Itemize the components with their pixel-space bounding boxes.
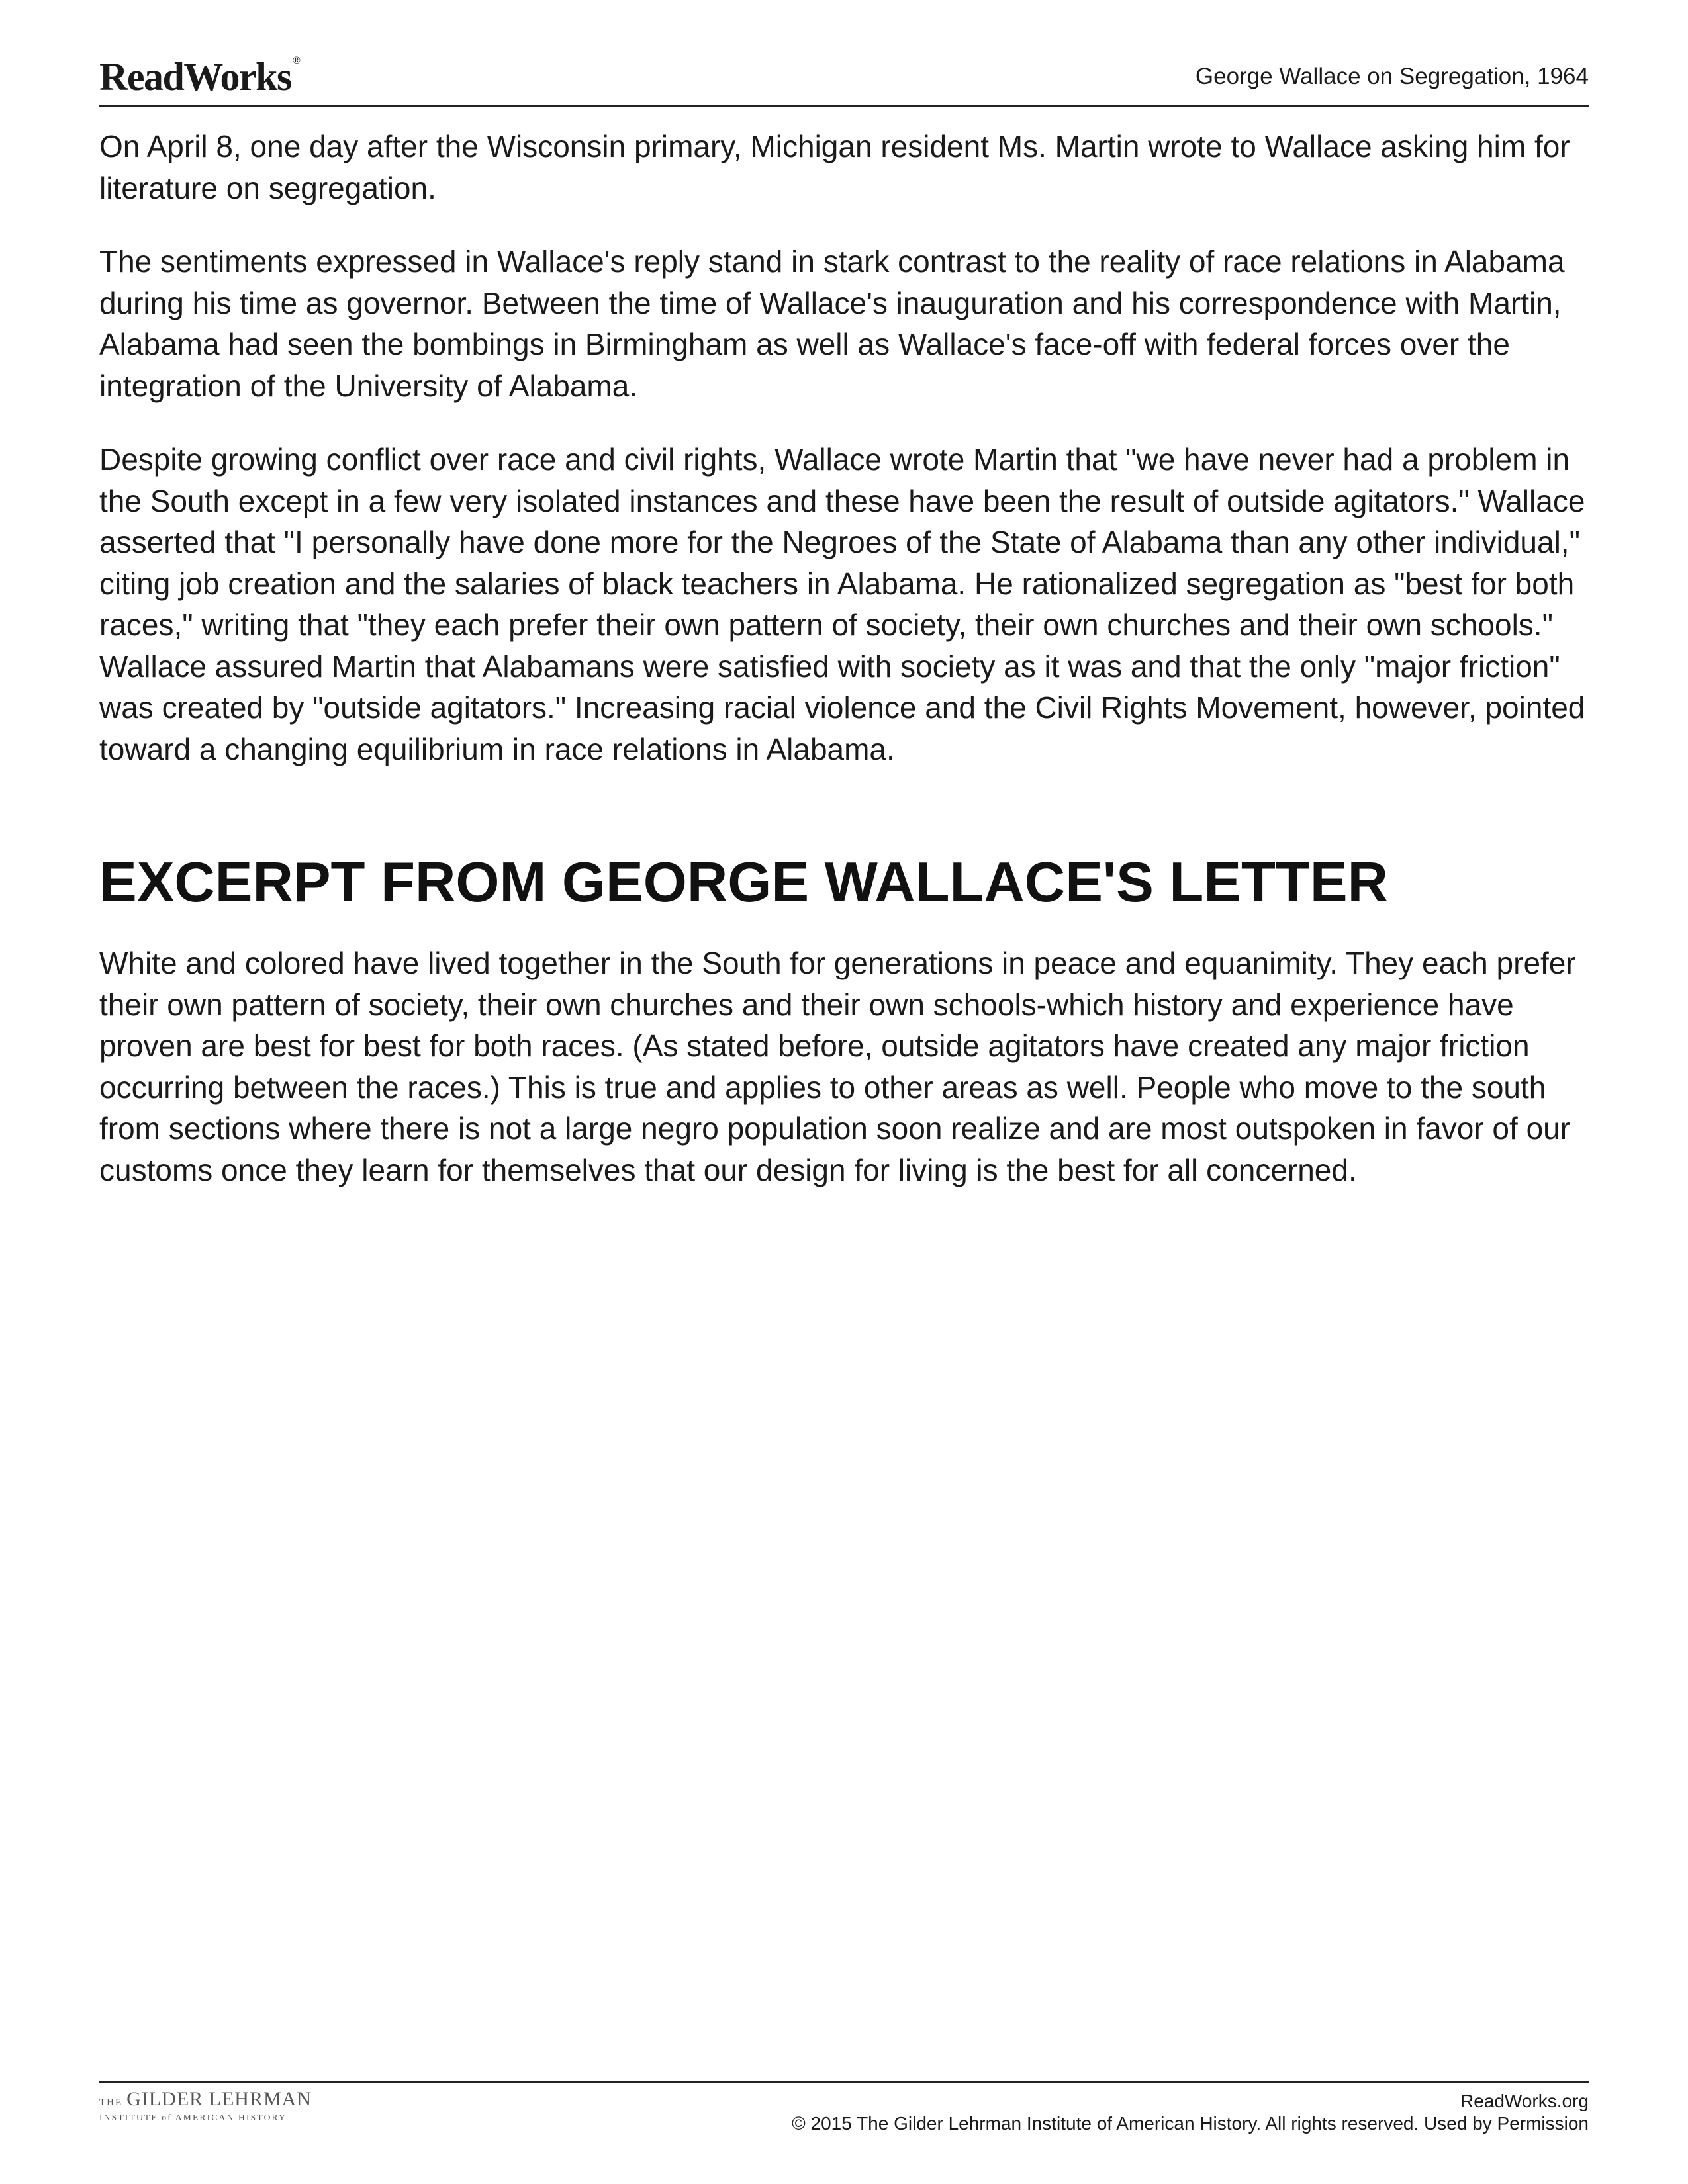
paragraph-sentiments: The sentiments expressed in Wallace's reply stand in stark contrast to the reality of race relations in Alabama during his time as governor. Between the time of Wallace's inauguration and his correspondence with Martin, Alabama had seen the bombings in Birmingham as well as Wallace's face-off with federal forces over the integration of the University of Alabama. — [99, 244, 1565, 403]
gilder-logo-line2: INSTITUTE of AMERICAN HISTORY — [99, 2113, 287, 2122]
section-heading: EXCERPT FROM GEORGE WALLACE'S LETTER — [99, 851, 1388, 914]
gilder-lehrman-logo — [99, 2089, 312, 2122]
footer-site-link[interactable]: ReadWorks.org — [1460, 2091, 1589, 2111]
registered-mark: ® — [292, 55, 300, 66]
paragraph-intro: On April 8, one day after the Wisconsin primary, Michigan resident Ms. Martin wrote to Wallace asking him for literature on segregation. — [99, 129, 1570, 205]
gilder-logo-line1 — [99, 2089, 312, 2109]
document-title: George Wallace on Segregation, 1964 — [1195, 64, 1589, 89]
page-header — [99, 53, 1589, 107]
letter-excerpt: White and colored have lived together in the South for generations in peace and equanimity. They each prefer their own pattern of society, their own churches and their own schools-which history and experience have proven are best for best for both races. (As stated before, outside agitators have created any major friction occurring between the races.) This is true and applies to other areas as well. People who move to the south from sections where there is not a large negro population soon realize and are most outspoken in favor of our customs once they learn for themselves that our design for living is the best for all concerned. — [99, 946, 1576, 1187]
gilder-logo-name: GILDER LEHRMAN — [126, 2088, 312, 2110]
page-footer — [99, 2081, 1589, 2136]
footer-copyright: © 2015 The Gilder Lehrman Institute of American History. All rights reserved. Used by Permission — [792, 2113, 1589, 2134]
logo-text: ReadWorks — [99, 55, 291, 99]
gilder-logo-the: THE — [99, 2097, 123, 2108]
paragraph-conflict: Despite growing conflict over race and civil rights, Wallace wrote Martin that "we have never had a problem in the South except in a few very isolated instances and these have been the result of outside agitators." Wallace asserted that "I personally have done more for the Negroes of the State of Alabama than any other individual," citing job creation and the salaries of black teachers in Alabama. He rationalized segregation as "best for both races," writing that "they each prefer their own pattern of society, their own churches and their own schools." Wallace assured Martin that Alabamans were satisfied with society as it was and that the only "major friction" was created by "outside agitators." Increasing racial violence and the Civil Rights Movement, however, pointed toward a changing equilibrium in race relations in Alabama. — [99, 442, 1585, 766]
article-body — [99, 126, 1589, 1223]
readworks-logo[interactable] — [99, 57, 300, 97]
